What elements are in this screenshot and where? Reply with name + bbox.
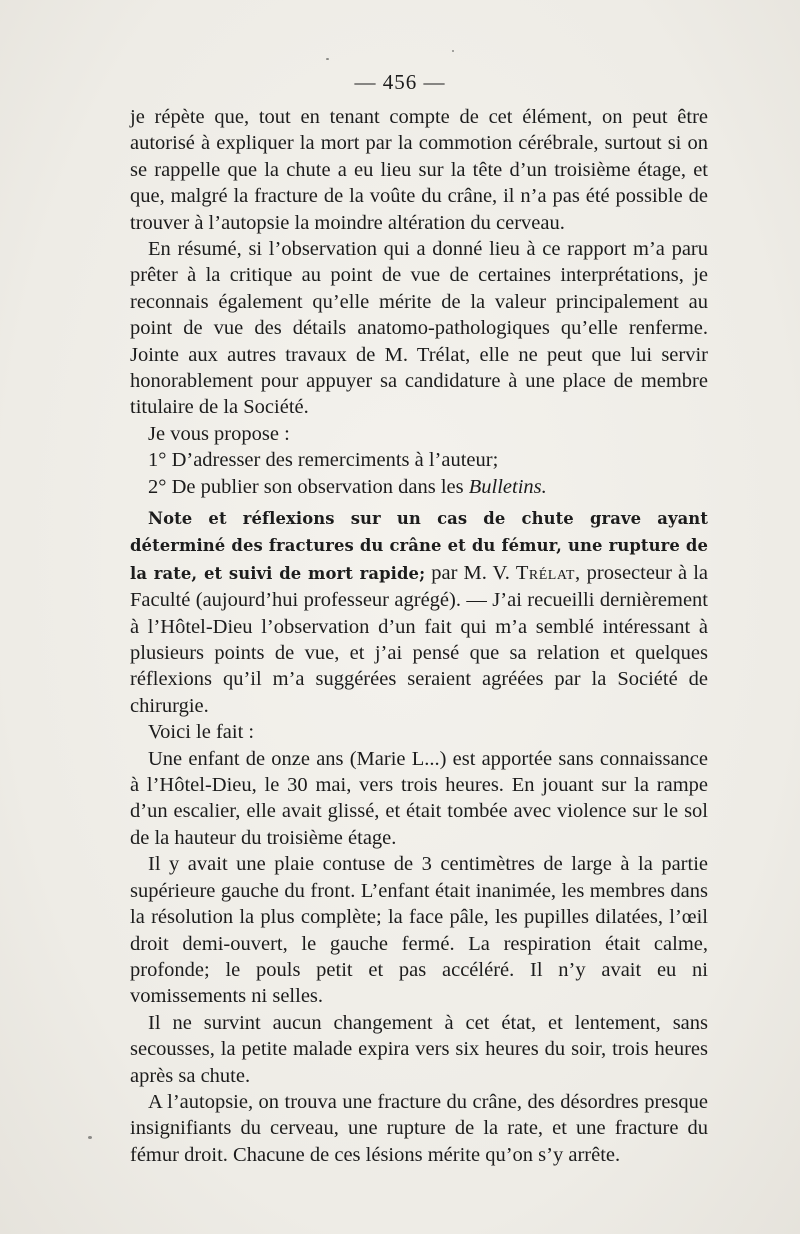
paragraph: En résumé, si l’observation qui a donné lieu à ce rapport m’a paru prêter à la critique au point de vue de certaines interprétations, je reconnais également qu’elle mérite de la valeur principalement au point de vue des détails anatomo-pathologiques qu’elle renferme. Jointe aux autres travaux de M. Trélat, elle ne peut que lui servir honorablement pour appuyer sa candidature à une place de membre titulaire de la Société. — [130, 238, 708, 419]
ink-speck — [326, 58, 329, 60]
note-body: prosecteur à la Faculté (aujourd’hui professeur agrégé). — J’ai recueilli dernièrement à l’Hôtel-Dieu l’observation d’un fait qui m’a semblé intéressant à plusieurs points de vue, et j’ai pensé que sa relation et quelques réflexions qu’il m’a suggérées seraient agréées par la Société de chirurgie. — [130, 561, 708, 717]
note-title: Note et réflexions sur un cas de chute grave ayant déterminé des fractures du crâne et du fémur, une rupture de la rate, et suivi de mort rapide; — [130, 509, 708, 583]
paragraph: Il ne survint aucun changement à cet état, et lentement, sans secousses, la petite malade expira vers six heures du soir, trois heures après sa chute. — [130, 1011, 708, 1087]
ink-speck — [452, 50, 454, 52]
report-conclusion — [130, 104, 708, 500]
paragraph: A l’autopsie, on trouva une fracture du crâne, des désordres presque insignifiants du cerveau, une rupture de la rate, et une fracture du fémur droit. Chacune de ces lésions mérite qu’on s’y arrête. — [130, 1090, 708, 1166]
paragraph: Je vous propose : — [148, 422, 290, 445]
bulletins-title: Bulletins. — [468, 475, 547, 498]
page-number: — 456 — — [354, 70, 446, 94]
author-name: Trélat, — [515, 561, 581, 584]
ink-speck — [88, 1136, 92, 1139]
note-heading-paragraph — [130, 505, 708, 719]
proposal-item — [130, 474, 708, 500]
proposal-item: 1° D’adresser des remerciments à l’auteur; — [148, 449, 499, 472]
paragraph: Une enfant de onze ans (Marie L...) est apportée sans connaissance à l’Hôtel-Dieu, le 30 mai, vers trois heures. En jouant sur la rampe d’un escalier, elle avait glissé, et était tombée avec violence sur le sol de la hauteur du troisième étage. — [130, 747, 708, 849]
paragraph: Il y avait une plaie contuse de 3 centimètres de large à la partie supérieure gauche du front. L’enfant était inanimée, les membres dans la résolution la plus complète; la face pâle, les pupilles dilatées, l’œil droit demi-ouvert, le gauche fermé. La respiration était calme, profonde; le pouls petit et pas accéléré. Il n’y avait eu ni vomissements ni selles. — [130, 853, 708, 1008]
paragraph: je répète que, tout en tenant compte de cet élément, on peut être autorisé à expliquer la mort par la commotion cérébrale, surtout si on se rappelle que la chute a eu lieu sur la tête d’un troisième étage, et que, malgré la fracture de la voûte du crâne, il n’a pas été possible de trouver à l’autopsie la moindre altération du cerveau. — [130, 106, 708, 234]
paragraph: Voici le fait : — [148, 721, 255, 744]
byline-prefix: par M. V. — [431, 561, 510, 584]
proposal-text: 2° De publier son observation dans les — [148, 475, 464, 498]
note-article — [130, 505, 708, 1168]
